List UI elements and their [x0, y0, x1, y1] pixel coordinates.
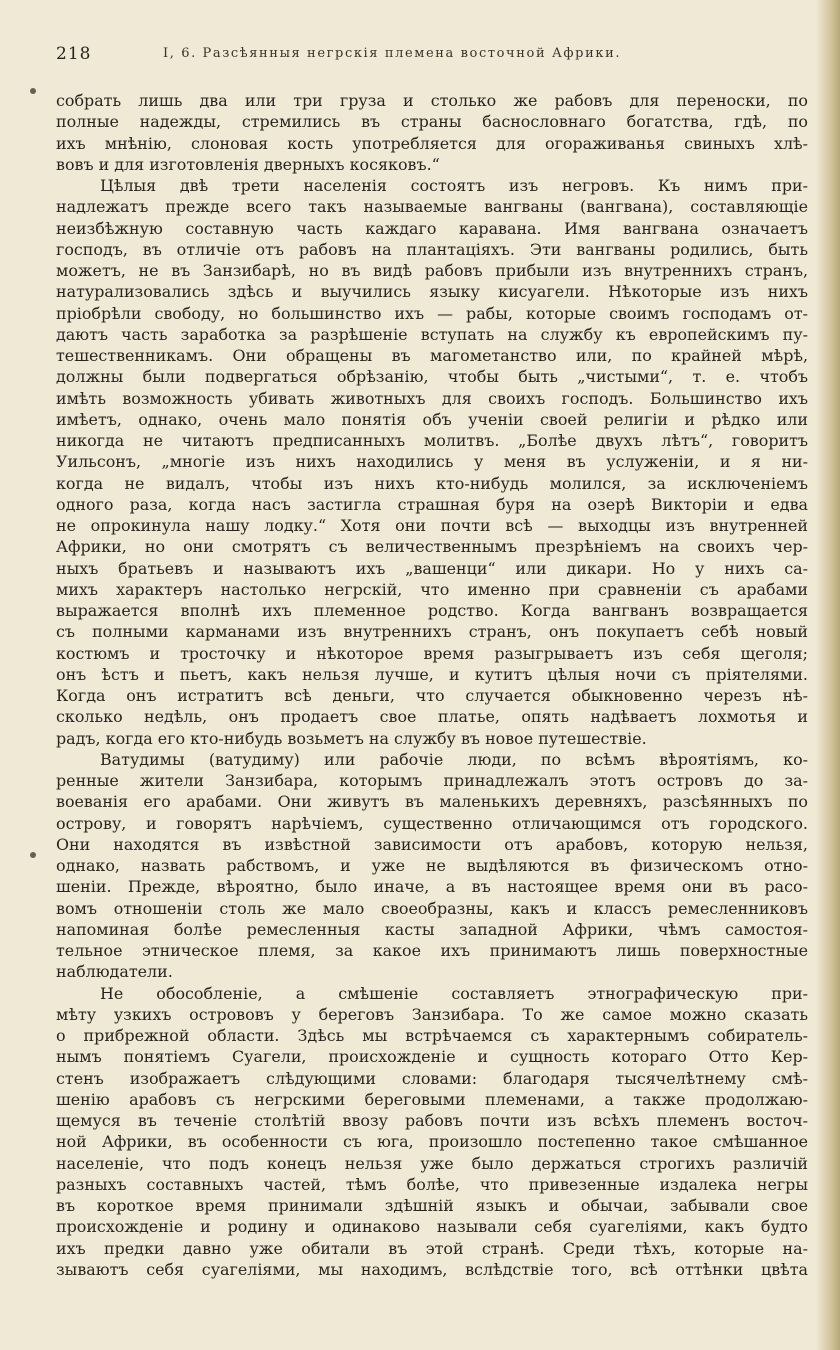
text-line: нымъ понятіемъ Суагели, происхожденіе и сущность котораго Отто Кер- — [56, 1047, 808, 1067]
text-line: выражается вполнѣ ихъ племенное родство. Когда вангванъ возвращается — [56, 601, 808, 620]
text-line: ихъ предки давно уже обитали въ этой странѣ. Среди тѣхъ, которые на- — [56, 1238, 808, 1258]
text-line: когда не видалъ, чтобы изъ нихъ кто-нибудь молился, за исключеніемъ — [56, 473, 808, 493]
text-line: наблюдатели. — [56, 962, 173, 982]
text-line: натурализовались здѣсь и выучились языку кисуагели. Нѣкоторые изъ нихъ — [56, 282, 808, 302]
text-line: населеніе, что подъ конецъ нельзя уже было держаться строгихъ различій — [56, 1153, 808, 1173]
page-edge-shadow — [816, 0, 840, 1350]
text-line: вомъ отношеніи столь же мало своеобразны, какъ и классъ ремесленниковъ — [56, 898, 808, 918]
text-line: никогда не читаютъ предписанныхъ молитвъ. „Болѣе двухъ лѣтъ“, говоритъ — [56, 431, 808, 450]
text-line: собрать лишь два или три груза и столько же рабовъ для переноски, по — [56, 91, 808, 110]
text-line: не опрокинула нашу лодку.“ Хотя они почти всѣ — выходцы изъ внутренней — [56, 516, 808, 535]
text-line: ной Африки, въ особенности съ юга, произошло постепенно такое смѣшанное — [56, 1132, 808, 1152]
text-line: напоминая болѣе ремесленныя касты западной Африки, чѣмъ самостоя- — [56, 919, 808, 939]
text-line: можетъ, не въ Занзибарѣ, но въ видѣ рабовъ прибыли изъ внутреннихъ странъ, — [56, 261, 808, 280]
text-line: одного раза, когда насъ застигла страшная буря на озерѣ Викторіи и едва — [56, 494, 808, 514]
text-line: Ватудимы (ватудиму) или рабочіе люди, по всѣмъ вѣроятіямъ, ко- — [100, 749, 808, 769]
text-line: тельное этническое племя, за какое ихъ принимаютъ лишь поверхностные — [56, 941, 808, 960]
text-line: Они находятся въ извѣстной зависимости отъ арабовъ, которую нельзя, — [56, 834, 808, 854]
text-line: о прибрежной области. Здѣсь мы встрѣчаемся съ характернымъ собиратель- — [56, 1026, 808, 1045]
text-line: Африки, но они смотрятъ съ величественнымъ презрѣніемъ на своихъ чер- — [56, 537, 808, 557]
page-number: 218 — [56, 44, 92, 64]
text-line: Не обособленіе, а смѣшеніе составляетъ этнографическую при- — [100, 983, 808, 1003]
margin-mark-dot — [30, 88, 36, 94]
margin-mark-dot — [30, 852, 36, 858]
text-line: разныхъ составныхъ частей, тѣмъ болѣе, что привезенные издалека негры — [56, 1174, 808, 1194]
text-line: пріобрѣли свободу, но большинство ихъ — рабы, которые своимъ господамъ от- — [56, 303, 808, 323]
running-title: I, 6. Разсѣянныя негрскія племена восточной Африки. — [163, 46, 622, 61]
text-line: костюмъ и тросточку и нѣкоторое время разыгрываетъ изъ себя щеголя; — [56, 643, 808, 663]
text-line: въ короткое время принимали здѣшній языкъ и обычаи, забывали свое — [56, 1196, 808, 1215]
text-line: ихъ мнѣнію, слоновая кость употребляется для огораживанья свиныхъ хлѣ- — [56, 133, 808, 153]
text-line: имѣетъ, однако, очень мало понятія объ ученіи своей религіи и рѣдко или — [56, 409, 808, 429]
text-line: однако, назвать рабствомъ, и уже не выдѣляются въ физическомъ отно- — [56, 856, 808, 875]
text-line: шеніи. Прежде, вѣроятно, было иначе, а въ настоящее время они въ расо- — [56, 877, 808, 897]
text-line: Когда онъ истратитъ всѣ деньги, что случается обыкновенно черезъ нѣ- — [56, 686, 808, 705]
text-line: неизбѣжную составную часть каждаго каравана. Имя вангвана означаетъ — [56, 218, 808, 238]
text-line: михъ характеръ настолько негрскій, что именно при сравненіи съ арабами — [56, 579, 808, 599]
text-line: онъ ѣстъ и пьетъ, какъ нельзя лучше, и кутитъ цѣлыя ночи съ пріятелями. — [56, 664, 808, 684]
text-line: зываютъ себя суагеліями, мы находимъ, вслѣдствіе того, всѣ оттѣнки цвѣта — [56, 1259, 808, 1279]
text-line: надлежатъ прежде всего такъ называемые вангваны (вангвана), составляющіе — [56, 197, 808, 217]
text-line: должны были подвергаться обрѣзанію, чтобы быть „чистыми“, т. е. чтобъ — [56, 367, 808, 387]
text-line: ренные жители Занзибара, которымъ принадлежалъ этотъ островъ до за- — [56, 771, 808, 790]
text-line: шенію арабовъ съ негрскими береговыми племенами, а также продолжаю- — [56, 1089, 808, 1109]
text-line: происхожденіе и родину и одинаково называли себя суагеліями, какъ будто — [56, 1217, 808, 1237]
text-line: даютъ часть заработка за разрѣшеніе вступать на службу къ европейскимъ пу- — [56, 324, 808, 344]
text-line: щемуся въ теченіе столѣтій ввозу рабовъ почти изъ всѣхъ племенъ восточ- — [56, 1111, 808, 1130]
text-line: острову, и говорятъ нарѣчіемъ, существенно отличающимся отъ городского. — [56, 813, 808, 833]
page-header — [56, 44, 800, 72]
body-text — [56, 90, 808, 1280]
text-line: стенъ изображаетъ слѣдующими словами: благодаря тысячелѣтнему смѣ- — [56, 1068, 808, 1088]
text-line: мѣту узкихъ острововъ у береговъ Занзибара. То же самое можно сказать — [56, 1004, 808, 1024]
text-line: Цѣлыя двѣ трети населенія состоятъ изъ негровъ. Къ нимъ при- — [100, 176, 808, 195]
text-line: воеванія его арабами. Они живутъ въ маленькихъ деревняхъ, разсѣянныхъ по — [56, 792, 808, 812]
text-line: Уильсонъ, „многіе изъ нихъ находились у меня въ услуженіи, и я ни- — [56, 452, 808, 472]
text-line: съ полными карманами изъ внутреннихъ странъ, онъ покупаетъ себѣ новый — [56, 622, 808, 642]
text-line: вовъ и для изготовленія дверныхъ косяковъ.“ — [56, 154, 440, 174]
text-line: полные надежды, стремились въ страны баснословнаго богатства, гдѣ, по — [56, 112, 808, 132]
text-line: радъ, когда его кто-нибудь возьметъ на службу въ новое путешествіе. — [56, 728, 647, 748]
text-line: имѣть возможность убивать животныхъ для своихъ господъ. Большинство ихъ — [56, 388, 808, 408]
text-line: ныхъ братьевъ и называютъ ихъ „вашенци“ или дикари. Но у нихъ са- — [56, 558, 808, 578]
text-line: сколько недѣль, онъ продаетъ свое платье, опять надѣваетъ лохмотья и — [56, 707, 808, 727]
text-line: господъ, въ отличіе отъ рабовъ на плантаціяхъ. Эти вангваны родились, быть — [56, 239, 808, 259]
text-line: тешественникамъ. Они обращены въ магометанство или, по крайней мѣрѣ, — [56, 346, 808, 365]
